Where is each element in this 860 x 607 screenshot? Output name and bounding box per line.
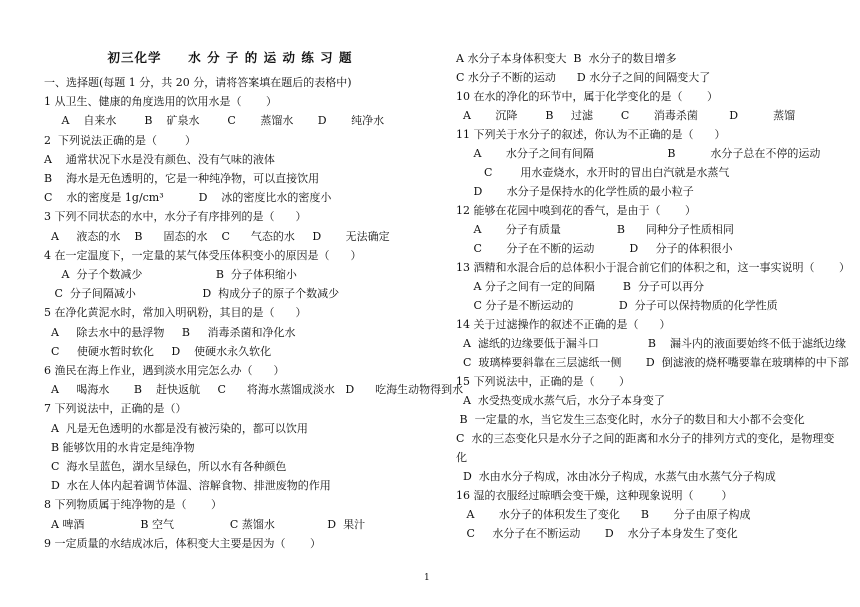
text-line: A 水受热变成水蒸气后，水分子本身变了 <box>456 394 665 407</box>
text-line: D 水由水分子构成，冰由冰分子构成，水蒸气由水蒸气分子构成 <box>456 470 776 483</box>
worksheet-title: 初三化学 水 分 子 的 运 动 练 习 题 <box>107 50 353 65</box>
text-line: A 水分子的体积发生了变化 B 分子由原子构成 <box>456 508 751 521</box>
text-line: 15 下列说法中，正确的是（ ） <box>456 375 630 388</box>
text-line: 9 一定质量的水结成冰后，体积变大主要是因为（ ） <box>44 536 321 550</box>
text-line: D 水在人体内起着调节体温、溶解食物、排泄废物的作用 <box>44 479 331 493</box>
text-line: 1 从卫生、健康的角度选用的饮用水是（ ） <box>44 95 277 109</box>
page-number: 1 <box>424 573 430 583</box>
text-line: A 通常状况下水是没有颜色、没有气味的液体 <box>44 152 275 166</box>
text-line: A 分子个数减少 B 分子体积缩小 <box>44 268 297 281</box>
text-line: B 海水是无色透明的，它是一种纯净物，可以直接饮用 <box>44 172 320 185</box>
text-line: A 水分子本身体积变大 B 水分子的数目增多 <box>456 52 677 65</box>
text-line: C 分子间隔减小 D 构成分子的原子个数减少 <box>44 287 340 301</box>
text-line: B 一定量的水，当它发生三态变化时，水分子的数目和大小都不会变化 <box>456 413 805 426</box>
text-line: C 用水壶烧水，水开时的冒出白汽就是水蒸气 <box>456 166 730 179</box>
text-line: C 水分子在不断运动 D 水分子本身发生了变化 <box>456 527 738 540</box>
text-line: A 自来水 B 矿泉水 C 蒸馏水 D 纯净水 <box>44 114 385 128</box>
text-line: A 除去水中的悬浮物 B 消毒杀菌和净化水 <box>44 325 296 339</box>
text-line: A 凡是无色透明的水都是没有被污染的，都可以饮用 <box>44 421 308 435</box>
text-line: C 使硬水暂时软化 D 使硬水永久软化 <box>44 344 272 358</box>
text-line: C 分子是不断运动的 D 分子可以保持物质的化学性质 <box>456 299 778 312</box>
text-line: A 滤纸的边缘要低于漏斗口 B 漏斗内的液面要始终不低于滤纸边缘 <box>456 337 846 350</box>
text-line: A 分子之间有一定的间隔 B 分子可以再分 <box>456 280 704 293</box>
text-line: A 分子有质量 B 同种分子性质相同 <box>456 223 734 236</box>
text-line: A 沉降 B 过滤 C 消毒杀菌 D 蒸馏 <box>456 109 796 122</box>
text-line: D 水分子是保持水的化学性质的最小粒子 <box>456 185 694 198</box>
text-line: B 能够饮用的水肯定是纯净物 <box>44 440 195 454</box>
text-line: A 液态的水 B 固态的水 C 气态的水 D 无法确定 <box>44 229 390 243</box>
text-line: 7 下列说法中，正确的是（） <box>44 402 187 416</box>
text-line: 5 在净化黄泥水时，常加入明矾粉，其目的是（ ） <box>44 306 307 320</box>
text-line: 一、选择题(每题 1 分，共 20 分，请将答案填在题后的表格中) <box>44 76 352 89</box>
text-line: 12 能够在花园中嗅到花的香气，是由于（ ） <box>456 204 696 217</box>
text-line: C 海水呈蓝色，湖水呈绿色，所以水有各种颜色 <box>44 460 287 473</box>
text-line: C 水分子不断的运动 D 水分子之间的间隔变大了 <box>456 71 711 84</box>
text-line: A 啤酒 B 空气 C 蒸馏水 D 果汁 <box>44 517 366 531</box>
text-line: 化 <box>456 451 467 464</box>
text-line: C 玻璃棒要斜靠在三层滤纸一侧 D 倒滤液的烧杯嘴要靠在玻璃棒的中下部 <box>456 356 849 369</box>
text-line: 4 在一定温度下，一定量的某气体受压体积变小的原因是（ ） <box>44 248 362 262</box>
text-line: 13 酒精和水混合后的总体积小于混合前它们的体积之和，这一事实说明（ ） <box>456 261 850 274</box>
text-line: 14 关于过滤操作的叙述不正确的是（ ） <box>456 318 671 331</box>
text-line: 11 下列关于水分子的叙述，你认为不正确的是（ ） <box>456 128 726 141</box>
text-line: 2 下列说法正确的是（ ） <box>44 133 196 147</box>
text-line: 3 下列不同状态的水中，水分子有序排列的是（ ） <box>44 210 307 224</box>
text-line: 16 湿的衣服经过晾晒会变干燥，这种现象说明（ ） <box>456 489 733 502</box>
text-line: C 分子在不断的运动 D 分子的体积很小 <box>456 242 733 255</box>
text-line: 6 渔民在海上作业，遇到淡水用完怎么办（ ） <box>44 364 285 377</box>
text-line: A 水分子之间有间隔 B 水分子总在不停的运动 <box>456 147 821 160</box>
text-line: A 喝海水 B 赶快返航 C 将海水蒸馏成淡水 D 吃海生动物得到水 <box>44 383 464 397</box>
text-line: 8 下列物质属于纯净物的是（ ） <box>44 498 222 512</box>
text-line: C 水的三态变化只是水分子之间的距离和水分子的排列方式的变化，是物理变 <box>456 432 835 445</box>
text-line: C 水的密度是 1g/cm³ D 冰的密度比水的密度小 <box>44 191 332 205</box>
text-line: 10 在水的净化的环节中，属于化学变化的是（ ） <box>456 90 718 103</box>
